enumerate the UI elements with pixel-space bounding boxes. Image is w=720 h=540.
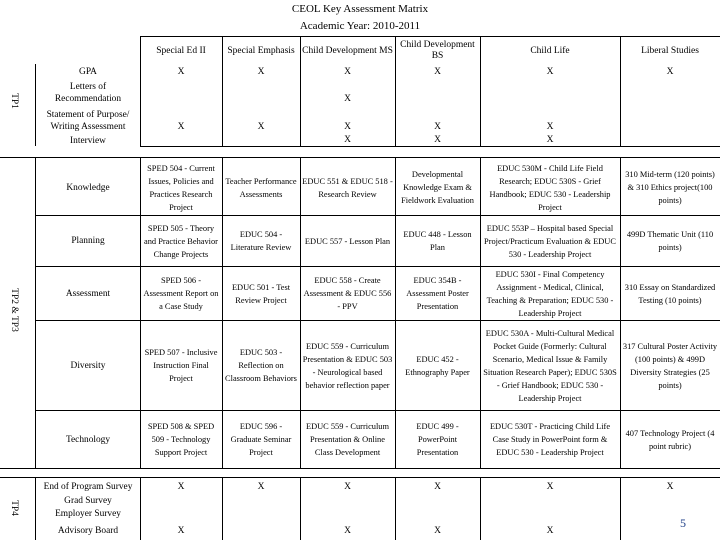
col-header-child-development-bs: Child Development BS bbox=[400, 40, 475, 61]
grad-survey-label: Grad Survey bbox=[64, 495, 112, 506]
academic-year: Academic Year: 2010-2011 bbox=[299, 20, 421, 32]
planning-cell-liberal-studies: 499D Thematic Unit (110 points) bbox=[626, 230, 714, 252]
col-header-child-development-ms: Child Development MS bbox=[302, 45, 393, 56]
diversity-label: Diversity bbox=[70, 360, 106, 371]
end-survey-mark-special-emphasis: X bbox=[257, 481, 265, 492]
statement-mark-special-ed-ii: X bbox=[177, 121, 185, 132]
statement-mark-child-life: X bbox=[546, 121, 554, 132]
interview-mark-cd-bs: X bbox=[434, 135, 441, 145]
advisory-board-label: Advisory Board bbox=[57, 526, 119, 536]
gpa-mark-cd-bs: X bbox=[434, 66, 441, 77]
interview-mark-cd-ms: X bbox=[344, 135, 351, 145]
technology-cell-child-life: EDUC 530T - Practicing Child Life Case Study in PowerPoint form & EDUC 530 - Leadership Project bbox=[489, 422, 611, 457]
col-header-child-life: Child Life bbox=[530, 45, 570, 56]
page-title: CEOL Key Assessment Matrix bbox=[291, 3, 429, 15]
assessment-cell-special-ed-ii: SPED 506 - Assessment Report on a Case Study bbox=[143, 276, 219, 311]
end-survey-mark-special-ed-ii: X bbox=[177, 481, 185, 492]
statement-mark-cd-bs: X bbox=[434, 121, 441, 132]
tp1-label: TP1 bbox=[9, 93, 19, 109]
technology-cell-cd-bs: EDUC 499 - PowerPoint Presentation bbox=[416, 422, 459, 457]
technology-cell-special-ed-ii: SPED 508 & SPED 509 - Technology Support Project bbox=[147, 422, 215, 457]
page-number: 5 bbox=[680, 516, 686, 530]
col-header-special-emphasis: Special Emphasis bbox=[227, 45, 295, 56]
assessment-cell-liberal-studies: 310 Essay on Standardized Testing (10 points) bbox=[624, 282, 716, 305]
gpa-mark-special-ed-ii: X bbox=[177, 66, 185, 77]
technology-label: Technology bbox=[65, 434, 111, 445]
advisory-mark-cd-ms: X bbox=[344, 525, 351, 536]
end-survey-mark-cd-ms: X bbox=[344, 481, 351, 492]
assessment-cell-cd-ms: EDUC 558 - Create Assessment & EDUC 556 - PPV bbox=[303, 276, 392, 311]
employer-survey-label: Employer Survey bbox=[55, 509, 121, 519]
tp2-bottom-rule bbox=[0, 468, 720, 469]
planning-cell-special-ed-ii: SPED 505 - Theory and Practice Behavior Change Projects bbox=[144, 223, 218, 259]
planning-cell-child-life: EDUC 553P – Hospital based Special Project/Practicum Evaluation & EDUC 530 - Leadership Project bbox=[484, 223, 616, 259]
interview-mark-child-life: X bbox=[546, 135, 554, 145]
tp4-top-rule bbox=[0, 477, 720, 478]
advisory-mark-cd-bs: X bbox=[434, 525, 441, 536]
diversity-cell-cd-ms: EDUC 559 - Curriculum Presentation & EDUC 503 - Neurological based behavior reflection paper bbox=[302, 341, 393, 390]
assessment-label: Assessment bbox=[65, 288, 111, 299]
knowledge-cell-cd-ms: EDUC 551 & EDUC 518 - Research Review bbox=[302, 176, 393, 199]
advisory-mark-child-life: X bbox=[546, 525, 554, 536]
diversity-cell-special-emphasis: EDUC 503 - Reflection on Classroom Behaviors bbox=[225, 348, 297, 383]
tp2-tp3-label: TP2 & TP3 bbox=[9, 288, 19, 332]
statement-label: Statement of Purpose/ Writing Assessment bbox=[46, 109, 130, 132]
statement-mark-special-emphasis: X bbox=[257, 121, 265, 132]
diversity-cell-cd-bs: EDUC 452 - Ethnography Paper bbox=[405, 354, 470, 377]
gpa-mark-cd-ms: X bbox=[344, 66, 351, 77]
gpa-mark-special-emphasis: X bbox=[257, 66, 265, 77]
assessment-cell-cd-bs: EDUC 354B - Assessment Poster Presentation bbox=[406, 276, 469, 311]
planning-cell-special-emphasis: EDUC 504 - Literature Review bbox=[230, 230, 292, 252]
letters-mark-cd-ms: X bbox=[344, 93, 351, 104]
statement-mark-cd-ms: X bbox=[344, 121, 351, 132]
end-survey-mark-child-life: X bbox=[546, 481, 554, 492]
diversity-cell-liberal-studies: 317 Cultural Poster Activity (100 points) & 499D Diversity Strategies (25 points) bbox=[622, 341, 718, 390]
knowledge-label: Knowledge bbox=[66, 182, 110, 193]
advisory-mark-special-ed-ii: X bbox=[177, 525, 185, 536]
knowledge-cell-special-ed-ii: SPED 504 - Current Issues, Policies and Practices Research Project bbox=[147, 163, 215, 212]
assessment-cell-special-emphasis: EDUC 501 - Test Review Project bbox=[231, 282, 291, 305]
planning-cell-cd-ms: EDUC 557 - Lesson Plan bbox=[304, 236, 391, 246]
planning-cell-cd-bs: EDUC 448 - Lesson Plan bbox=[403, 230, 472, 252]
diversity-cell-special-ed-ii: SPED 507 - Inclusive Instruction Final Project bbox=[144, 348, 218, 383]
gpa-mark-child-life: X bbox=[546, 66, 554, 77]
technology-cell-cd-ms: EDUC 559 - Curriculum Presentation & Online Class Development bbox=[305, 422, 390, 457]
col-header-special-ed-ii: Special Ed II bbox=[156, 45, 206, 56]
knowledge-cell-child-life: EDUC 530M - Child Life Field Research; EDUC 530S - Grief Handbook; EDUC 530 - Leadership Project bbox=[489, 163, 611, 212]
planning-label: Planning bbox=[71, 236, 105, 246]
knowledge-cell-special-emphasis: Teacher Performance Assessments bbox=[225, 176, 297, 199]
end-survey-mark-cd-bs: X bbox=[434, 481, 441, 492]
knowledge-cell-cd-bs: Developmental Knowledge Exam & Fieldwork Evaluation bbox=[401, 170, 474, 205]
col-header-liberal-studies: Liberal Studies bbox=[641, 45, 699, 56]
letters-label: Letters of Recommendation bbox=[54, 81, 122, 104]
end-survey-mark-liberal-studies: X bbox=[666, 481, 674, 492]
tp4-label: TP4 bbox=[9, 500, 19, 516]
knowledge-cell-liberal-studies: 310 Mid-term (120 points) & 310 Ethics project(100 points) bbox=[625, 170, 715, 205]
tp2-top-rule bbox=[0, 157, 720, 158]
gpa-mark-liberal-studies: X bbox=[666, 66, 674, 77]
gpa-label: GPA bbox=[79, 67, 97, 77]
diversity-cell-child-life: EDUC 530A - Multi-Cultural Medical Pocket Guide (Formerly: Cultural Scenario, Medical Issue & Family Situation Research Paper); EDUC 530S - Grief Handbook; EDUC 530 - Leadership Project bbox=[483, 328, 617, 403]
assessment-cell-child-life: EDUC 530I - Final Competency Assignment - Medical, Clinical, Teaching & Preparation; EDUC 530 - Leadership Project bbox=[486, 269, 614, 318]
technology-cell-special-emphasis: EDUC 596 - Graduate Seminar Project bbox=[230, 422, 292, 457]
end-survey-label: End of Program Survey bbox=[43, 482, 133, 492]
interview-label: Interview bbox=[70, 135, 106, 146]
technology-cell-liberal-studies: 407 Technology Project (4 point rubric) bbox=[625, 428, 715, 451]
